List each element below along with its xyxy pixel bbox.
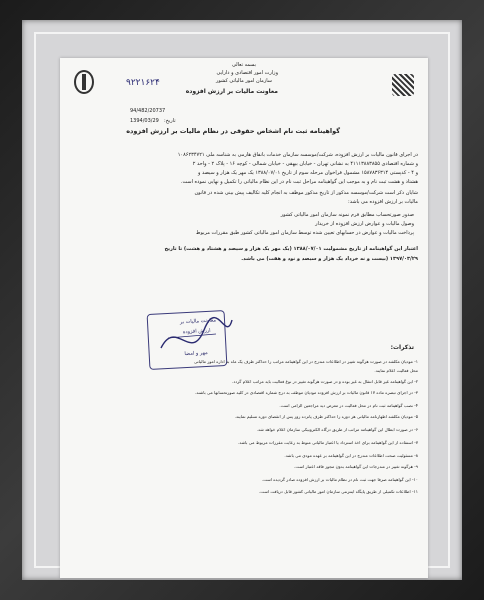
tax-org-logo-icon bbox=[74, 70, 94, 94]
organization-name: سازمان امور مالیاتی کشور bbox=[216, 78, 272, 84]
note-item: ۳- در اجرای تبصره ماده ۱۷ قانون مالیات بر ارزش افزوده مودیان موظف به درج شماره اقتصادی در کلیه صورتحسابها می باشند. bbox=[194, 390, 418, 395]
bullet-item: وصول مالیات و عوارض ارزش افزوده از خریدار bbox=[315, 221, 414, 227]
note-item: ۵- مودیان مکلفند اظهارنامه مالیاتی هر دوره را حداکثر ظرف پانزده روز پس از انقضای دوره تسلیم نمایند. bbox=[234, 414, 418, 419]
bullet-item: صدور صورتحساب مطابق فرم نمونه سازمان امور مالیاتی کشور bbox=[280, 212, 414, 218]
note-item: ۱- مودیان مکلفند در صورت هرگونه تغییر در اطلاعات مندرج در این گواهینامه مراتب را حداکثر ظرف یک ماه به اداره امور مالیاتی bbox=[194, 359, 418, 364]
stamp-text: ارزش افزوده bbox=[182, 327, 211, 336]
note-item: ۶- در صورت ابطال این گواهینامه مراتب از طریق درگاه الکترونیکی سازمان اعلام خواهد شد. bbox=[256, 427, 418, 432]
ministry-name: وزارت امور اقتصادی و دارایی bbox=[216, 70, 278, 76]
stamp-text: معاونت مالیات بر bbox=[179, 317, 217, 326]
note-item: ۱۱- اطلاعات تکمیلی از طریق پایگاه اینترنتی سازمان امور مالیاتی کشور قابل دریافت است. bbox=[258, 489, 418, 494]
note-item: ۲- این گواهینامه غیر قابل انتقال به غیر بوده و در صورت هرگونه تغییر در نوع فعالیت باید مراتب اعلام گردد. bbox=[232, 379, 418, 384]
letter-number: ۹۲۲۱۶۲۴ bbox=[126, 78, 160, 88]
note-item: ۸- مسئولیت صحت اطلاعات مندرج در این گواهینامه بر عهده مودی می باشد. bbox=[284, 453, 418, 458]
certificate-title: گواهینامه ثبت نام اشخاص حقوقی در نظام مالیات بر ارزش افزوده bbox=[126, 127, 340, 135]
issue-date: 1394/03/29 bbox=[130, 118, 159, 124]
body-line-2: و شماره اقتصادی ۴۱۱۱۳۸۸۳۸۵۵ به نشانی تهران - خیابان بیهقی - خیابان شمالی - کوچه ۱۶ - پلاک ۲ - واحد ۲ bbox=[192, 161, 418, 167]
certificate-document bbox=[60, 58, 428, 578]
note-item: ۴- نصب گواهینامه ثبت نام در محل فعالیت در معرض دید مراجعین الزامی است. bbox=[279, 403, 418, 408]
stamp-text: مهر و امضا bbox=[184, 349, 208, 358]
body-line-5: شایان ذکر است شرکت/موسسه مذکور از تاریخ مذکور موظف به انجام کلیه تکالیف پیش بینی شده در قانون bbox=[194, 190, 418, 196]
note-item: ۷- استفاده از این گواهینامه برای اخذ استرداد یا اعتبار مالیاتی منوط به رعایت مقررات مربوط می باشد. bbox=[237, 440, 418, 445]
note-item: ۹- هرگونه تغییر در مندرجات این گواهینامه بدون مجوز فاقد اعتبار است. bbox=[294, 464, 418, 469]
validity-line-2: ۱۳۹۷/۰۳/۲۹ (بیست و نه خرداد یک هزار و سیصد و نود و هفت) می باشد. bbox=[241, 256, 418, 262]
validity-line-1: اعتبار این گواهینامه از تاریخ مشمولیت ۱۳۸۸/۰۷/۰۱ (یک مهر یک هزار و سیصد و هشتاد و هشت) تا تاریخ bbox=[164, 246, 418, 252]
note-item: محل فعالیت اعلام نمایند. bbox=[374, 368, 418, 373]
body-line-1: در اجرای قانون مالیات بر ارزش افزوده، شرکت/موسسه سازمان خدمات بانفاق هارمی به شناسه ملی ۱۰۸۶۲۳۴۷۲۱ bbox=[177, 152, 418, 158]
reference-code: 94/482/20737 bbox=[130, 108, 166, 114]
bismillah: بسمه تعالی bbox=[231, 62, 256, 68]
date-label: تاریخ: bbox=[164, 118, 176, 124]
body-line-4: هشتاد و هشت ثبت نام و به موجب این گواهینامه مراحل ثبت نام در این نظام مالیاتی را تکمیل و نهایی نموده است. bbox=[180, 179, 418, 185]
bullet-item: پرداخت مالیات و عوارض در حسابهای تعیین شده توسط سازمان امور مالیاتی کشور طبق مقررات مربوط bbox=[195, 230, 414, 236]
department-title: معاونت مالیات بر ارزش افزوده bbox=[185, 88, 278, 95]
body-line-6: مالیات بر ارزش افزوده می باشد: bbox=[348, 199, 418, 205]
emblem-icon bbox=[392, 74, 414, 96]
notes-heading: تذکرات: bbox=[390, 344, 414, 351]
note-item: ۱۰- این گواهینامه صرفا جهت ثبت نام در نظام مالیات بر ارزش افزوده صادر گردیده است. bbox=[261, 477, 418, 482]
body-line-3: و ۴ - کدپستی ۱۵۸۷۸۳۶۳۱۴ مشمول فراخوان مرحله سوم از تاریخ ۱۳۸۸/۰۷/۰۱ یک مهر یک هزار و سیصد و bbox=[198, 170, 418, 176]
